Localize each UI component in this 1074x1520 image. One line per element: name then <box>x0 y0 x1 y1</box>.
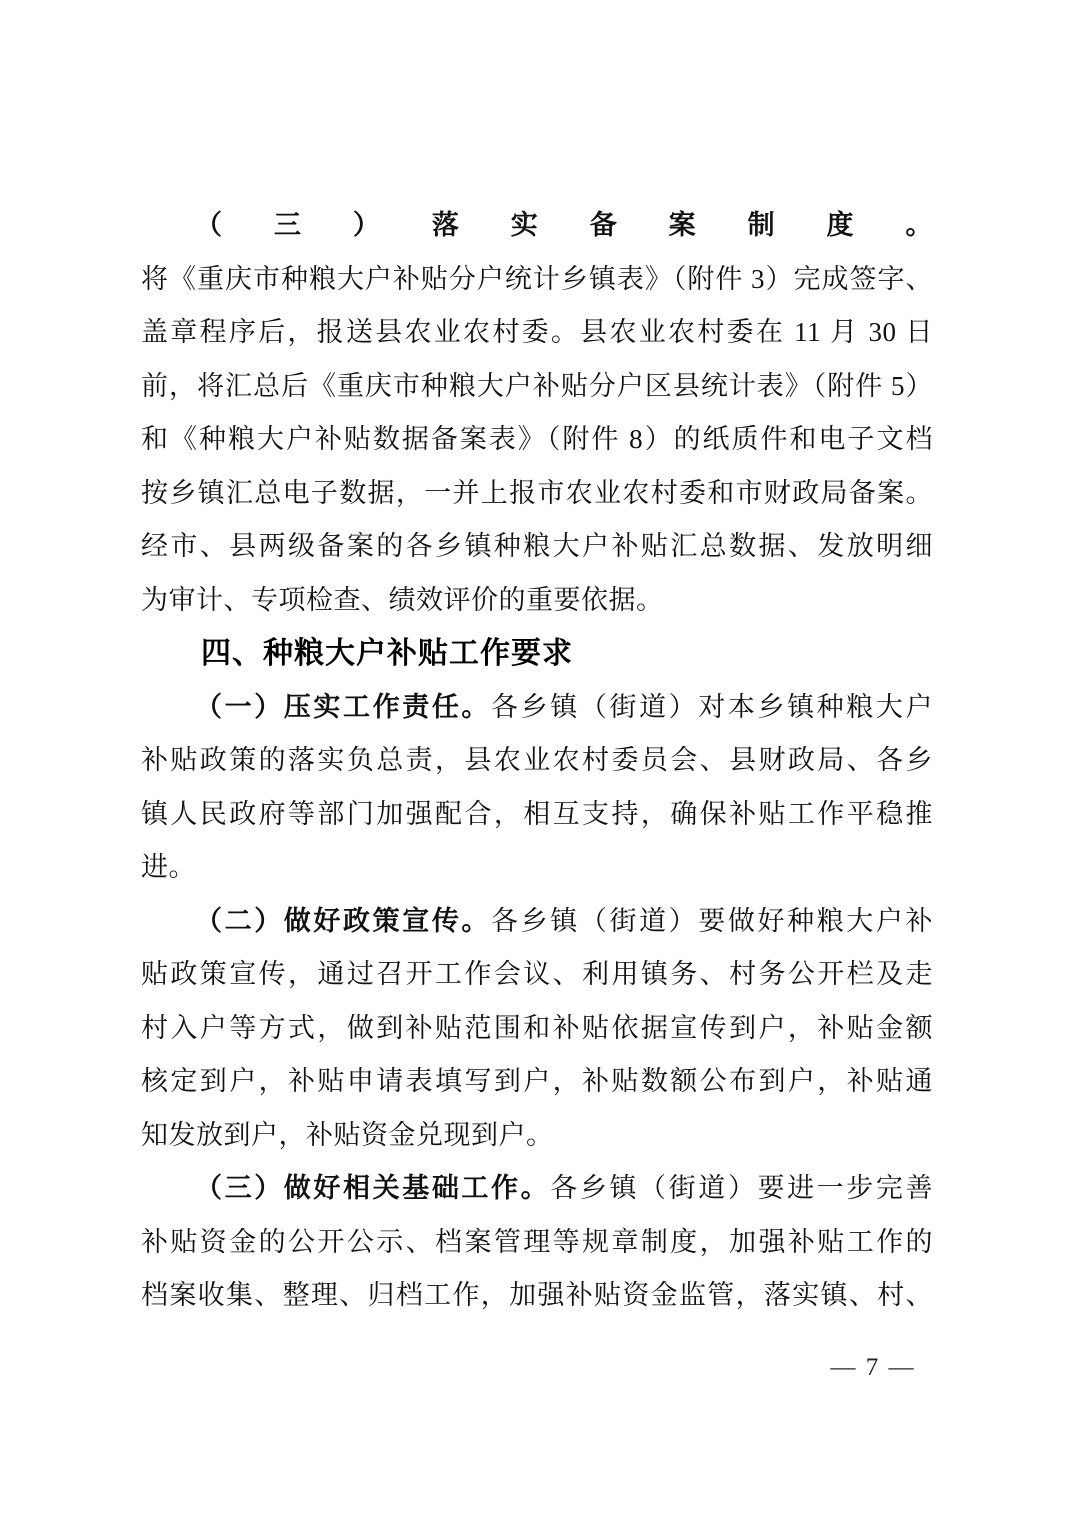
paragraph-line <box>141 413 933 467</box>
paragraph-line <box>141 1216 933 1270</box>
paragraph-text: 档案收集、整理、归档工作，加强补贴资金监管，落实镇、村、 <box>141 1280 933 1310</box>
paragraph-text: 经市、县两级备案的各乡镇种粮大户补贴汇总数据、发放明细 <box>141 531 933 561</box>
paragraph-line <box>141 1269 933 1323</box>
paragraph-text: 各乡镇（街道）对本乡镇种粮大户 <box>491 691 933 722</box>
paragraph-text: 进。 <box>141 852 196 882</box>
paragraph-line <box>141 841 933 895</box>
paragraph-line <box>141 681 933 735</box>
document-body <box>141 199 933 1323</box>
paragraph-line <box>141 467 933 521</box>
paragraph-text: 知发放到户，补贴资金兑现到户。 <box>141 1119 554 1150</box>
paragraph-line <box>141 199 933 253</box>
paragraph-line <box>141 253 933 307</box>
paragraph-lead-bold: （二）做好政策宣传。 <box>195 905 492 936</box>
paragraph-text: 补贴资金的公开公示、档案管理等规章制度，加强补贴工作的 <box>141 1226 933 1257</box>
section-4-heading: 四、种粮大户补贴工作要求 <box>201 637 573 670</box>
paragraph-line <box>141 574 933 628</box>
paragraph-line <box>141 895 933 949</box>
paragraph-text: 核定到户，补贴申请表填写到户，补贴数额公布到户，补贴通 <box>141 1066 933 1096</box>
paragraph-text: 盖章程序后，报送县农业农村委。县农业农村委在 11 月 30 日 <box>141 317 933 347</box>
paragraph-lead-bold: （三）落实备案制度。 <box>195 210 933 240</box>
paragraph-line <box>141 734 933 788</box>
paragraph-text: 补贴政策的落实负总责，县农业农村委员会、县财政局、各乡 <box>141 745 933 775</box>
paragraph-line <box>141 360 933 414</box>
paragraph-text: 为审计、专项检查、绩效评价的重要依据。 <box>141 584 664 615</box>
paragraph-line <box>141 520 933 574</box>
page-number: — 7 — <box>830 1354 916 1381</box>
paragraph-line <box>141 1109 933 1163</box>
paragraph-line <box>141 948 933 1002</box>
paragraph-line <box>141 306 933 360</box>
paragraph-line <box>141 1055 933 1109</box>
paragraph-text: 将《重庆市种粮大户补贴分户统计乡镇表》（附件 3）完成签字、 <box>141 263 933 294</box>
paragraph-lead-bold: （一）压实工作责任。 <box>195 691 492 722</box>
paragraph-text: 镇人民政府等部门加强配合，相互支持，确保补贴工作平稳推 <box>141 798 933 829</box>
paragraph-text: 各乡镇（街道）要进一步完善 <box>550 1173 933 1203</box>
paragraph-line <box>141 1002 933 1056</box>
paragraph-line <box>141 788 933 842</box>
paragraph-line <box>141 1162 933 1216</box>
paragraph-text: 和《种粮大户补贴数据备案表》（附件 8）的纸质件和电子文档 <box>141 424 933 454</box>
paragraph-text: 按乡镇汇总电子数据，一并上报市农业农村委和市财政局备案。 <box>141 477 933 508</box>
paragraph-text: 各乡镇（街道）要做好种粮大户补 <box>491 905 933 936</box>
paragraph-text: 前，将汇总后《重庆市种粮大户补贴分户区县统计表》（附件 5） <box>141 370 933 401</box>
paragraph-text: 村入户等方式，做到补贴范围和补贴依据宣传到户，补贴金额 <box>141 1012 933 1043</box>
paragraph-lead-bold: （三）做好相关基础工作。 <box>195 1173 551 1203</box>
paragraph-text: 贴政策宣传，通过召开工作会议、利用镇务、村务公开栏及走 <box>141 959 933 989</box>
